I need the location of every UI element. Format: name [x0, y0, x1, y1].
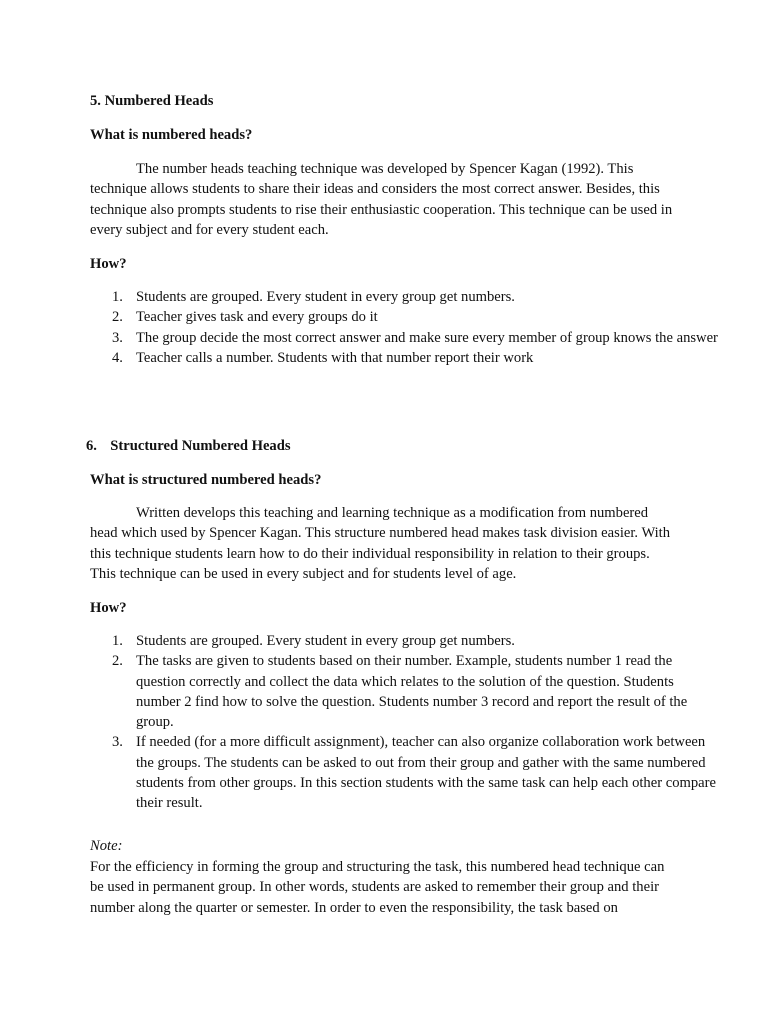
list-item-number: 2.	[112, 309, 123, 326]
section-5-heading: 5. Numbered Heads	[90, 93, 214, 109]
section-6-how: How?	[90, 600, 127, 616]
list-item	[112, 287, 720, 307]
list-item	[112, 328, 720, 348]
list-item-number: 4.	[112, 349, 123, 366]
list-item-number: 3.	[112, 734, 123, 751]
list-item	[112, 307, 720, 327]
list-item	[112, 732, 720, 813]
section-5-question: What is numbered heads?	[90, 127, 253, 143]
section-6-question: What is structured numbered heads?	[90, 472, 322, 488]
list-item	[112, 348, 720, 368]
list-item-text: The group decide the most correct answer and make sure every member of group knows the answer	[136, 329, 718, 346]
list-item-text: Teacher gives task and every groups do it	[136, 309, 378, 326]
section-6-heading-text: Structured Numbered Heads	[110, 438, 291, 454]
list-item	[112, 651, 720, 732]
list-item-text: Teacher calls a number. Students with that number report their work	[136, 349, 534, 366]
section-6-heading-number: 6.	[86, 438, 97, 454]
section-6-paragraph: Written develops this teaching and learning technique as a modification from numbered head which used by Spencer Kagan. This structure numbered head makes task division easier. With this technique students learn how to do their individual responsibility in relation to their groups. This technique can be used in every subject and for students level of age.	[90, 505, 671, 582]
list-item-number: 2.	[112, 653, 123, 670]
list-item-number: 3.	[112, 329, 123, 346]
list-item-text: Students are grouped. Every student in every group get numbers.	[136, 633, 515, 649]
list-item-text: Students are grouped. Every student in every group get numbers.	[136, 289, 515, 305]
list-item-number: 1.	[112, 633, 123, 649]
section-6-heading	[86, 436, 291, 456]
list-item-text: The tasks are given to students based on their number. Example, students number 1 read the question correctly and collect the data which relates to the solution of the question. Students number 2 find how to solve the question. Students number 3 record and report the result of the group.	[136, 653, 688, 731]
list-item-number: 1.	[112, 289, 123, 305]
note-text: For the efficiency in forming the group and structuring the task, this numbered head technique can be used in permanent group. In other words, students are asked to remember their group and their number along the quarter or semester. In order to even the responsibility, the task based on	[90, 859, 665, 916]
section-6-steps-list	[90, 631, 720, 814]
section-5-steps-list	[90, 287, 720, 368]
list-item-text: If needed (for a more difficult assignment), teacher can also organize collaboration work between the groups. The students can be asked to out from their group and gather with the same numbered students from other groups. In this section students with the same task can help each other compare their result.	[136, 734, 716, 812]
list-item	[112, 631, 720, 651]
section-5-paragraph: The number heads teaching technique was developed by Spencer Kagan (1992). This technique allows students to share their ideas and considers the most correct answer. Besides, this technique also prompts students to rise their enthusiastic cooperation. This technique can be used in every subject and for every student each.	[90, 161, 673, 238]
note-label: Note:	[90, 838, 123, 854]
section-5-how: How?	[90, 256, 127, 272]
